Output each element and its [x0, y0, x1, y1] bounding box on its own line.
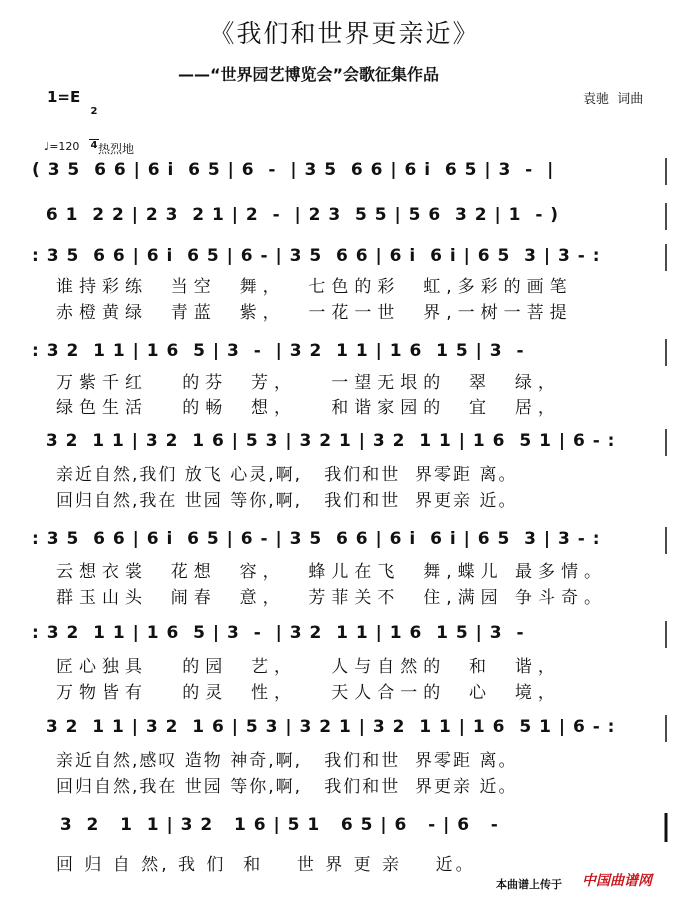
tempo-marking: ♩=120: [44, 140, 80, 153]
site-logo: [582, 870, 652, 890]
expression-marking: 热烈地: [98, 142, 135, 156]
lyric-line-6b: 群玉山头 闹春 意， 芳菲关不 住,满园 争斗奇。: [56, 588, 608, 608]
song-subtitle: ——“世界园艺博览会”会歌征集作品: [178, 65, 440, 84]
music-line-5: 3 2 1 1 | 3 2 1 6 | 5 3 | 3 2 1 | 3 2 1 1 | 1 6 5 1 | 6 - :: [32, 431, 616, 451]
lyric-line-7a: 匠心独具 的园 艺， 人与自然的 和 谐，: [56, 657, 561, 677]
music-line-8: 3 2 1 1 | 3 2 1 6 | 5 3 | 3 2 1 | 3 2 1 1 | 1 6 5 1 | 6 - :: [32, 717, 616, 737]
lyric-line-3a: 谁持彩练 当空 舞， 七色的彩 虹,多彩的画笔: [56, 277, 573, 297]
site-logo-text: 中国曲谱网: [582, 873, 652, 889]
song-title: 《我们和世界更亲近》: [209, 19, 480, 48]
music-line-6: : 3 5 6 6 | 6 i 6 5 | 6 - | 3 5 6 6 | 6 i 6 i | 6 5 3 | 3 - :: [32, 529, 601, 549]
lyric-line-5b: 回归自然,我在 世园 等你,啊, 我们和世 界更亲 近。: [56, 491, 518, 511]
lyric-line-7b: 万物皆有 的灵 性， 天人合一的 心 境，: [56, 683, 561, 703]
time-signature-bottom: 4: [90, 140, 98, 151]
music-line-2: 6 1 2 2 | 2 3 2 1 | 2 - | 2 3 5 5 | 5 6 3 2 | 1 - ): [32, 205, 560, 225]
music-line-4: : 3 2 1 1 | 1 6 5 | 3 - | 3 2 1 1 | 1 6 1 5 | 3 -: [32, 341, 525, 361]
music-line-3: : 3 5 6 6 | 6 i 6 5 | 6 - | 3 5 6 6 | 6 i 6 i | 6 5 3 | 3 - :: [32, 246, 601, 266]
music-line-9: 3 2 1 1 | 3 2 1 6 | 5 1 6 5 | 6 - | 6 -: [46, 815, 499, 835]
lyric-line-4b: 绿色生活 的畅 想， 和谐家园的 宜 居，: [56, 398, 561, 418]
lyric-line-5a: 亲近自然,我们 放飞 心灵,啊, 我们和世 界零距 离。: [56, 465, 518, 485]
footer-upload-note: 本曲谱上传于: [496, 878, 562, 891]
lyric-line-6a: 云想衣裳 花想 容， 蜂儿在飞 舞,蝶儿 最多情。: [56, 562, 608, 582]
lyric-line-3b: 赤橙黄绿 青蓝 紫， 一花一世 界,一树一菩提: [56, 303, 573, 323]
lyric-line-8a: 亲近自然,感叹 造物 神奇,啊, 我们和世 界零距 离。: [56, 751, 518, 771]
lyric-line-4a: 万紫千红 的芬 芳， 一望无垠的 翠 绿，: [56, 373, 561, 393]
time-signature-top: 2: [90, 106, 98, 117]
composer-credit: 袁驰 词曲: [583, 92, 644, 107]
music-line-1: ( 3 5 6 6 | 6 i 6 5 | 6 - | 3 5 6 6 | 6 i 6 5 | 3 - |: [32, 160, 555, 180]
lyric-line-8b: 回归自然,我在 世园 等你,啊, 我们和世 界更亲 近。: [56, 777, 518, 797]
key-signature: 1=E: [47, 88, 81, 106]
lyric-line-9a: 回 归 自 然, 我 们 和 世 界 更 亲 近。: [56, 855, 476, 875]
music-line-7: : 3 2 1 1 | 1 6 5 | 3 - | 3 2 1 1 | 1 6 1 5 | 3 -: [32, 623, 525, 643]
